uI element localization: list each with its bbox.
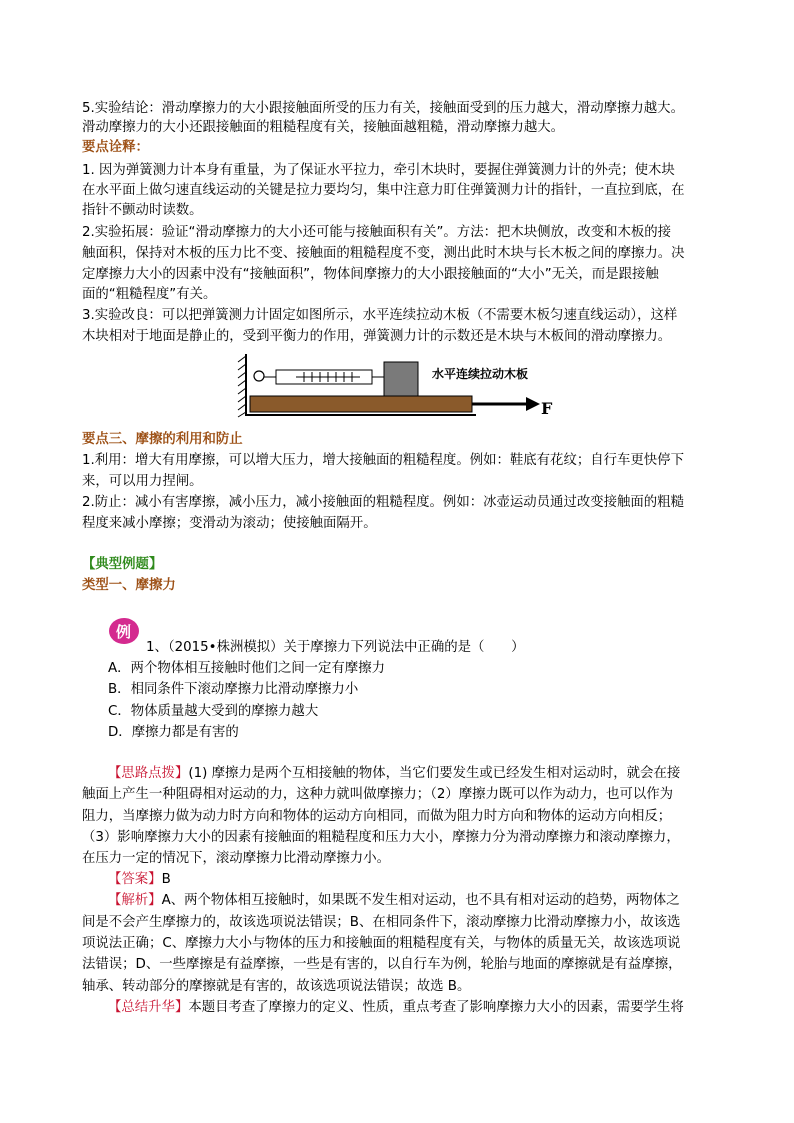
note1-line-1: 1. 因为弹簧测力计本身有重量，为了保证水平拉力，牵引木块时，要握住弹簧测力计的外壳；使木块 — [82, 163, 675, 178]
hint-text-1: (1) 摩擦力是两个互相接触的物体，当它们要发生或已经发生相对运动时，就会在接 — [188, 766, 681, 781]
analysis-line-3: 项说法正确；C、摩擦力大小与物体的压力和接触面的粗糙程度有关，与物体的质量无关，故该选项说 — [82, 936, 681, 951]
option-b: B．相同条件下滚动摩擦力比滑动摩擦力小 — [108, 682, 359, 697]
analysis-line-4: 法错误；D、一些摩擦是有益摩擦，一些是有害的，以自行车为例，轮胎与地面的摩擦就是有益摩擦， — [82, 957, 682, 972]
question-text: 1、（2015•株洲模拟）关于摩擦力下列说法中正确的是（ ） — [146, 640, 525, 655]
example-badge-icon — [108, 616, 142, 646]
option-a: A．两个物体相互接触时他们之间一定有摩擦力 — [108, 661, 385, 676]
note2-line-4: 面的“粗糙程度”有关。 — [82, 287, 217, 302]
examples-heading: 【典型例题】 — [82, 557, 163, 572]
analysis-text-1: A、两个物体相互接触时，如果既不发生相对运动，也不具有相对运动的趋势，两物体之 — [161, 893, 680, 908]
answer-value: B — [161, 872, 171, 887]
answer-line — [108, 871, 714, 889]
prevent-line-1: 2.防止：减小有害摩擦，减小压力，减小接触面的粗糙程度。例如：冰壶运动员通过改变接触面的粗糙 — [82, 495, 684, 510]
note1-line-2: 在水平面上做匀速直线运动的关键是拉力要均匀，集中注意力盯住弹簧测力计的指针，一直拉到底，在 — [82, 183, 685, 198]
answer-tag: 【答案】 — [108, 872, 162, 887]
analysis-line-2: 间是不会产生摩擦力的，故该选项说法错误；B、在相同条件下，滚动摩擦力比滑动摩擦力小，故该选 — [82, 915, 681, 930]
use-line-2: 来，可以用力捏闸。 — [82, 474, 203, 489]
point3-heading: 要点三、摩擦的利用和防止 — [82, 432, 243, 447]
hint-line-3: 阻力，当摩擦力做为动力时方向和物体的运动方向相同，而做为阻力时方向和物体的运动方向相反； — [82, 809, 672, 824]
hint-tag: 【思路点拨】 — [108, 766, 189, 781]
hint-line-5: 在压力一定的情况下，滚动摩擦力比滑动摩擦力小。 — [82, 851, 390, 866]
summary-text: 本题目考查了摩擦力的定义、性质，重点考查了影响摩擦力大小的因素，需要学生将 — [188, 1000, 684, 1015]
type1-heading: 类型一、摩擦力 — [82, 578, 176, 593]
summary-tag: 【总结升华】 — [108, 1000, 189, 1015]
option-d: D．摩擦力都是有害的 — [108, 725, 239, 740]
force-label: F — [541, 399, 553, 418]
summary-line — [108, 999, 714, 1017]
prevent-line-2: 程度来减小摩擦；变滑动为滚动；使接触面隔开。 — [82, 516, 377, 531]
wooden-board — [250, 396, 472, 412]
hint-line-2: 触面上产生一种阻碍相对运动的力，这种力就叫做摩擦力；（2）摩擦力既可以作为动力，也可以作为 — [82, 787, 674, 802]
note3-line-2: 木块相对于地面是静止的，受到平衡力的作用，弹簧测力计的示数还是木块与木板间的滑动摩擦力。 — [82, 329, 672, 344]
wall-hatching — [238, 356, 246, 417]
analysis-line-5: 轴承、转动部分的摩擦就是有害的，故该选项说法错误；故选 B。 — [82, 979, 471, 994]
arrowhead-icon — [526, 397, 540, 411]
example-badge-label: 例 — [116, 623, 132, 641]
note2-line-2: 触面积，保持对木板的压力比不变、接触面的粗糙程度不变，测出此时木块与长木板之间的摩擦力。决 — [82, 246, 685, 261]
scale-hook-icon — [254, 371, 264, 381]
note1-line-3: 指针不颤动时读数。 — [82, 203, 203, 218]
conclusion-line-1: 5.实验结论：滑动摩擦力的大小跟接触面所受的压力有关，接触面受到的压力越大，滑动摩擦力越大。 — [82, 101, 684, 116]
hint-line-4: （3）影响摩擦力大小的因素有接触面的粗糙程度和压力大小，摩擦力分为滑动摩擦力和滚动摩擦力， — [82, 830, 680, 845]
experiment-figure — [236, 352, 562, 418]
notes-heading: 要点诠释： — [82, 140, 149, 155]
note3-line-1: 3.实验改良：可以把弹簧测力计固定如图所示，水平连续拉动木板（不需要木板匀速直线运动），这样 — [82, 308, 678, 323]
note2-line-3: 定摩擦力大小的因素中没有“接触面积”，物体间摩擦力的大小跟接触面的“大小”无关，而是跟接触 — [82, 267, 659, 282]
analysis-line-1 — [108, 892, 714, 910]
option-c: C．物体质量越大受到的摩擦力越大 — [108, 704, 319, 719]
hint-line-1 — [108, 765, 714, 783]
wooden-block — [384, 362, 418, 396]
note2-line-1: 2.实验拓展：验证“滑动摩擦力的大小还可能与接触面积有关”。方法：把木块侧放，改变和木板的接 — [82, 225, 672, 240]
figure-caption: 水平连续拉动木板 — [432, 367, 529, 381]
analysis-tag: 【解析】 — [108, 893, 162, 908]
use-line-1: 1.利用：增大有用摩擦，可以增大压力，增大接触面的粗糙程度。例如：鞋底有花纹；自行车更快停下 — [82, 453, 684, 468]
conclusion-line-2: 滑动摩擦力的大小还跟接触面的粗糙程度有关，接触面越粗糙，滑动摩擦力越大。 — [82, 120, 565, 135]
